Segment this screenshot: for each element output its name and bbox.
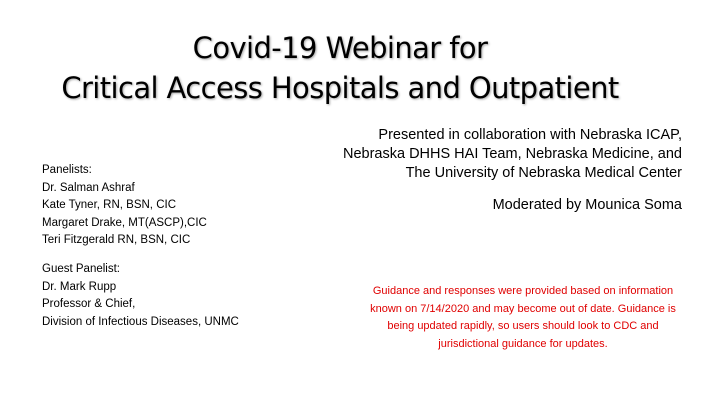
- panelist-name: Margaret Drake, MT(ASCP),CIC: [42, 216, 207, 229]
- disclaimer-line: jurisdictional guidance for updates.: [438, 337, 608, 350]
- panelist-name: Kate Tyner, RN, BSN, CIC: [42, 199, 177, 212]
- disclaimer-line: known on 7/14/2020 and may become out of date. Guidance is: [370, 302, 676, 315]
- presented-by-block: [282, 126, 682, 183]
- presented-by-line-2: Nebraska DHHS HAI Team, Nebraska Medicine, and: [342, 146, 682, 162]
- panelist-name: Teri Fitzgerald RN, BSN, CIC: [42, 234, 191, 247]
- panelists-heading: Panelists:: [42, 164, 92, 176]
- title-line-2: Critical Access Hospitals and Outpatient: [61, 71, 619, 105]
- guest-panelist-heading: Guest Panelist:: [42, 263, 120, 275]
- panelist-name: Dr. Salman Ashraf: [42, 181, 135, 194]
- panelists-block: [42, 162, 207, 250]
- disclaimer-block: [328, 283, 718, 353]
- guest-panelist-line: Dr. Mark Rupp: [42, 280, 117, 293]
- disclaimer-line: being updated rapidly, so users should look to CDC and: [387, 320, 659, 333]
- presented-by-line-1: Presented in collaboration with Nebraska ICAP,: [378, 127, 682, 143]
- guest-panelist-line: Division of Infectious Diseases, UNMC: [42, 315, 239, 328]
- title-line-1: Covid-19 Webinar for: [192, 31, 488, 65]
- disclaimer-line: Guidance and responses were provided based on information: [372, 285, 674, 297]
- guest-panelist-line: Professor & Chief,: [42, 298, 136, 311]
- slide-title: [0, 28, 680, 108]
- moderated-by: Moderated by Mounica Soma: [492, 197, 682, 213]
- presented-by-line-3: The University of Nebraska Medical Center: [405, 165, 682, 181]
- guest-panelist-block: [42, 261, 239, 331]
